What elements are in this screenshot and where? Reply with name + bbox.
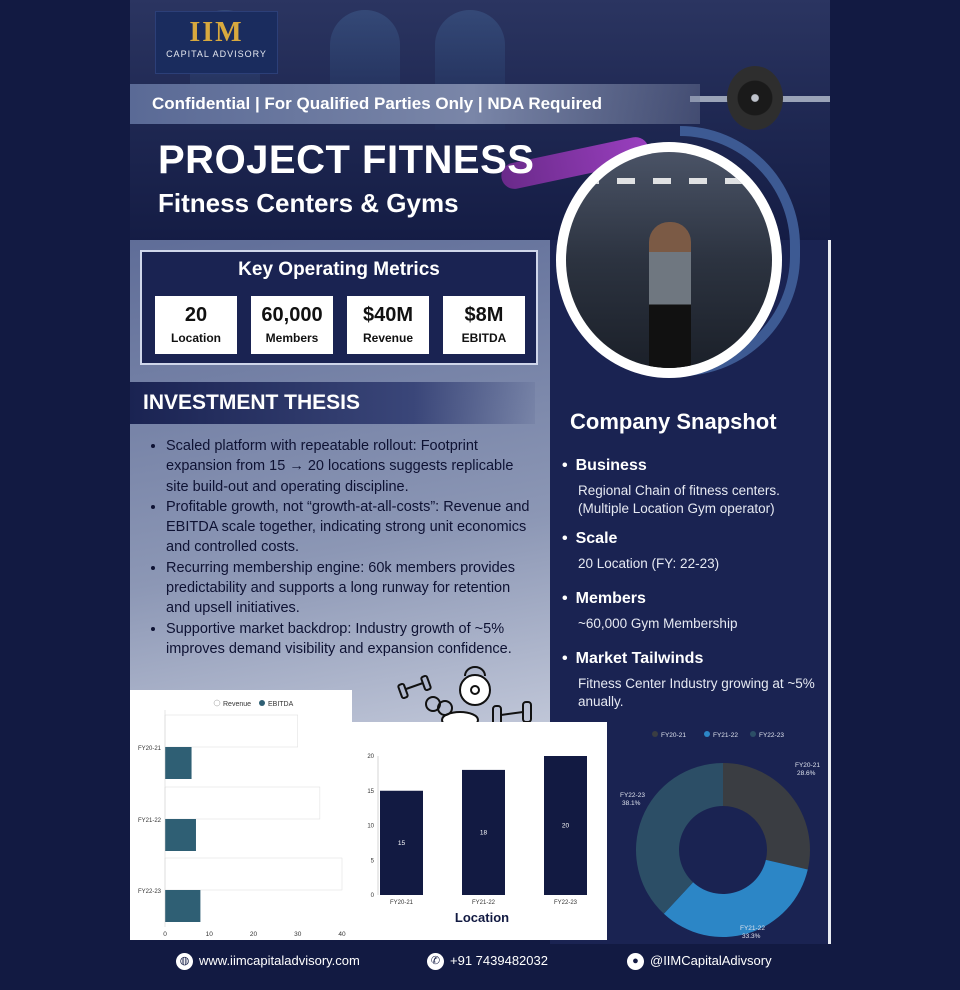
y-tick-label: 5 — [370, 858, 374, 865]
metric-label: Revenue — [362, 331, 414, 345]
athlete-graphic — [649, 222, 691, 368]
legend-marker — [750, 731, 756, 737]
ceiling-lights-graphic — [581, 178, 757, 184]
donut-slice — [664, 860, 808, 937]
metric-label: Location — [171, 331, 221, 345]
divider — [828, 240, 831, 990]
slice-percent: 38.1% — [622, 800, 641, 807]
social-handle-link[interactable] — [627, 953, 772, 970]
bar-value-label: 15 — [397, 839, 406, 847]
revenue-ebitda-chart-svg — [130, 690, 352, 940]
location-chart-xlabel: Location — [454, 910, 510, 925]
y-tick-label: 15 — [367, 788, 374, 795]
x-tick-label: FY22-23 — [553, 900, 578, 906]
metric-label: Members — [265, 331, 319, 345]
confidential-banner: Confidential | For Qualified Parties Only | NDA Required — [130, 84, 700, 124]
globe-icon: ◍ — [176, 953, 193, 970]
page-title: PROJECT FITNESS — [158, 138, 535, 182]
legend-label-ebitda: EBITDA — [268, 701, 294, 708]
metric-value: $40M — [362, 304, 414, 326]
company-logo — [155, 11, 278, 74]
slice-label: FY20-21 — [795, 762, 820, 769]
snapshot-text: ~60,000 Gym Membership — [578, 616, 738, 631]
gym-photo — [566, 152, 772, 368]
weight-plate-graphic — [727, 66, 783, 130]
revenue-bar — [165, 787, 320, 819]
slice-label: FY21-22 — [740, 925, 765, 932]
bar-value-label: 18 — [479, 829, 488, 837]
location-chart — [352, 722, 607, 940]
y-tick-label: 20 — [367, 754, 374, 760]
y-tick-label: FY21-22 — [137, 818, 161, 824]
website-link[interactable] — [176, 953, 360, 970]
thesis-bullet: • Profitable growth, not “growth-at-all-costs”: Revenue and EBITDA scale together, indicating strong unit economics and controlled costs. — [166, 497, 532, 558]
x-tick-label: FY20-21 — [389, 900, 414, 906]
legend-label: FY21-22 — [713, 732, 738, 739]
metric-card — [347, 296, 429, 354]
x-tick-label: FY21-22 — [471, 900, 496, 906]
website-text: www.iimcapitaladvisory.com — [199, 953, 360, 968]
revenue-bar — [165, 715, 298, 747]
donut-chart — [610, 725, 825, 940]
page-subtitle: Fitness Centers & Gyms — [158, 188, 459, 218]
metric-value: $8M — [464, 304, 504, 326]
y-tick-label: 0 — [370, 893, 374, 899]
snapshot-text: 20 Location (FY: 22-23) — [578, 556, 720, 571]
x-tick-label: 40 — [338, 931, 346, 938]
ebitda-bar — [165, 890, 200, 922]
snapshot-text: Regional Chain of fitness centers. (Multiple Location Gym operator) — [578, 483, 780, 516]
x-tick-label: 10 — [205, 931, 213, 938]
legend-label: FY22-23 — [759, 732, 784, 739]
investment-thesis-list — [148, 436, 532, 659]
slice-percent: 33.3% — [742, 933, 761, 940]
metric-card — [443, 296, 525, 354]
metric-value: 20 — [184, 304, 208, 326]
logo-subtitle: CAPITAL ADVISORY — [166, 49, 267, 59]
legend-label: FY20-21 — [661, 732, 686, 739]
phone-link[interactable] — [427, 953, 548, 970]
thesis-bullet: • Scaled platform with repeatable rollout: Footprint expansion from 15 → 20 locations suggests replicable site build-out and operating discipline. — [166, 436, 532, 497]
snapshot-heading: • Market Tailwinds — [562, 650, 703, 668]
x-tick-label: 0 — [163, 931, 167, 938]
slice-percent: 28.6% — [797, 770, 816, 777]
snapshot-heading: • Members — [562, 590, 646, 608]
snapshot-heading: • Business — [562, 457, 647, 475]
key-metrics-title: Key Operating Metrics — [238, 259, 440, 280]
legend-marker — [652, 731, 658, 737]
donut-chart-svg — [610, 725, 825, 940]
snapshot-text: Fitness Center Industry growing at ~5% anually. — [578, 676, 815, 709]
legend-marker-revenue — [214, 700, 220, 706]
metric-card — [251, 296, 333, 354]
revenue-ebitda-chart — [130, 690, 352, 940]
investment-thesis-heading: INVESTMENT THESIS — [130, 382, 535, 424]
y-tick-label: FY20-21 — [137, 746, 161, 752]
donut-slice — [636, 763, 723, 914]
x-tick-label: 20 — [249, 931, 258, 938]
company-snapshot-title: Company Snapshot — [570, 409, 777, 434]
y-tick-label: 10 — [367, 823, 374, 830]
thesis-bullet: • Recurring membership engine: 60k members provides predictability and supports a long runway for retention and upsell initiatives. — [166, 558, 532, 619]
phone-text: +91 7439482032 — [450, 953, 548, 968]
user-icon: ● — [627, 953, 644, 970]
social-handle-text: @IIMCapitalAdivsory — [650, 953, 772, 968]
donut-slice — [723, 763, 810, 870]
legend-label-revenue: Revenue — [223, 701, 252, 708]
revenue-bar — [165, 858, 342, 890]
metric-label: EBITDA — [461, 331, 507, 345]
ebitda-bar — [165, 747, 192, 779]
logo-mark: IIM — [189, 17, 244, 48]
legend-marker-ebitda — [259, 700, 265, 706]
bar-value-label: 20 — [561, 822, 570, 830]
phone-icon: ✆ — [427, 953, 444, 970]
ebitda-bar — [165, 819, 196, 851]
x-tick-label: 30 — [294, 931, 302, 938]
metric-value: 60,000 — [261, 304, 323, 326]
thesis-bullet: • Supportive market backdrop: Industry growth of ~5% improves demand visibility and expansion confidence. — [166, 619, 532, 660]
legend-marker — [704, 731, 710, 737]
location-chart-svg — [352, 722, 607, 940]
y-tick-label: FY22-23 — [137, 889, 161, 895]
metric-card — [155, 296, 237, 354]
snapshot-heading: • Scale — [562, 530, 617, 548]
slice-label: FY22-23 — [620, 792, 645, 799]
